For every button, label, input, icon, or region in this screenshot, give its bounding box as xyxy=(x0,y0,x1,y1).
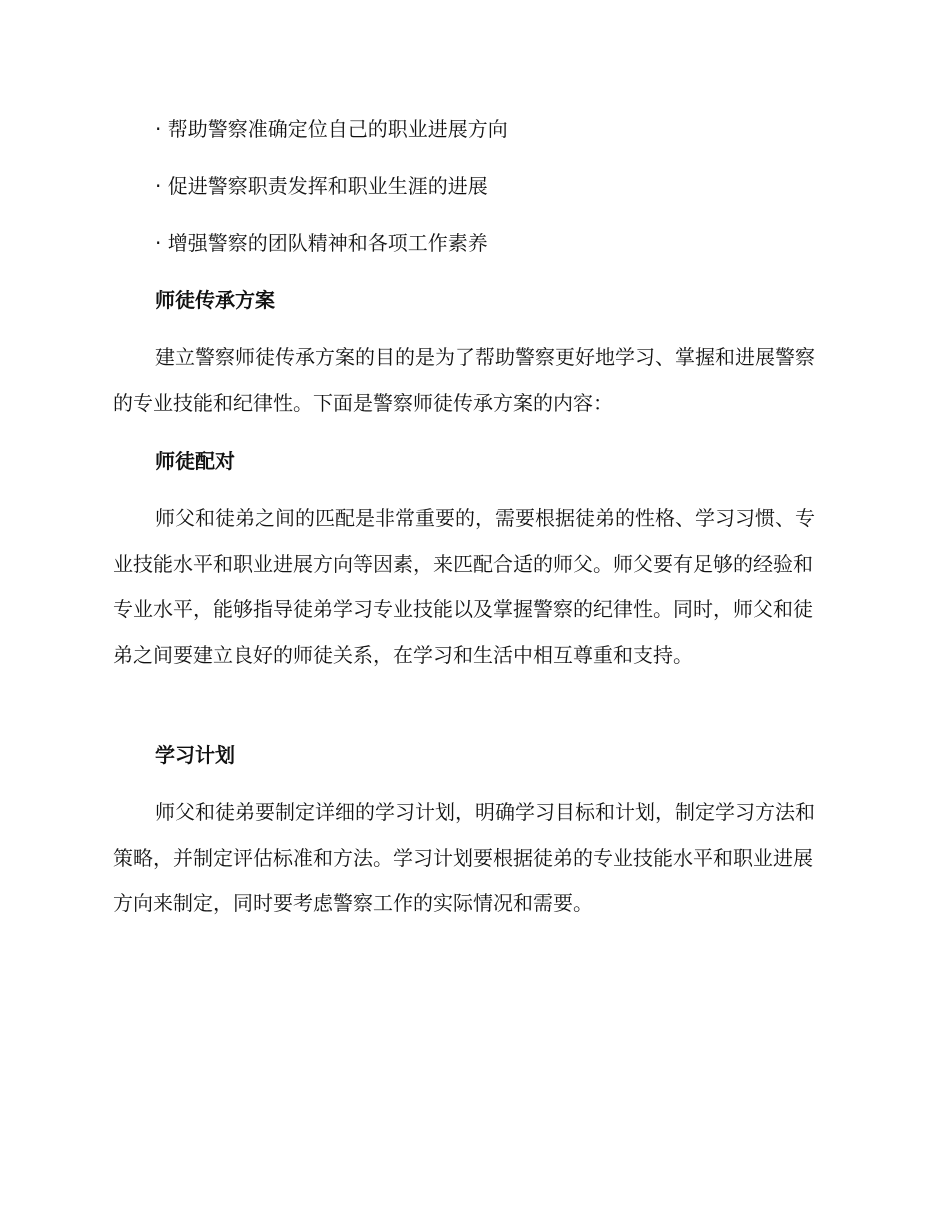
section-heading-mentorship-plan: 师徒传承方案 xyxy=(155,288,275,312)
paragraph-mentorship-plan: 建立警察师徒传承方案的目的是为了帮助警察更好地学习、掌握和进展警察的专业技能和纪律性。下面是警察师徒传承方案的内容： xyxy=(113,345,815,415)
bullet-item: · 增强警察的团队精神和各项工作素养 xyxy=(155,231,488,255)
bullet-item: · 促进警察职责发挥和职业生涯的进展 xyxy=(155,174,488,198)
section-heading-pairing: 师徒配对 xyxy=(155,449,235,473)
paragraph-pairing: 师父和徒弟之间的匹配是非常重要的，需要根据徒弟的性格、学习习惯、专业技能水平和职业进展方向等因素，来匹配合适的师父。师父要有足够的经验和专业水平，能够指导徒弟学习专业技能以及掌握警察的纪律性。同时，师父和徒弟之间要建立良好的师徒关系，在学习和生活中相互尊重和支持。 xyxy=(113,506,815,667)
bullet-item: · 帮助警察准确定位自己的职业进展方向 xyxy=(155,117,508,141)
paragraph-study-plan: 师父和徒弟要制定详细的学习计划，明确学习目标和计划，制定学习方法和策略，并制定评估标准和方法。学习计划要根据徒弟的专业技能水平和职业进展方向来制定，同时要考虑警察工作的实际情况和需要。 xyxy=(113,800,815,915)
section-heading-study-plan: 学习计划 xyxy=(155,743,235,767)
